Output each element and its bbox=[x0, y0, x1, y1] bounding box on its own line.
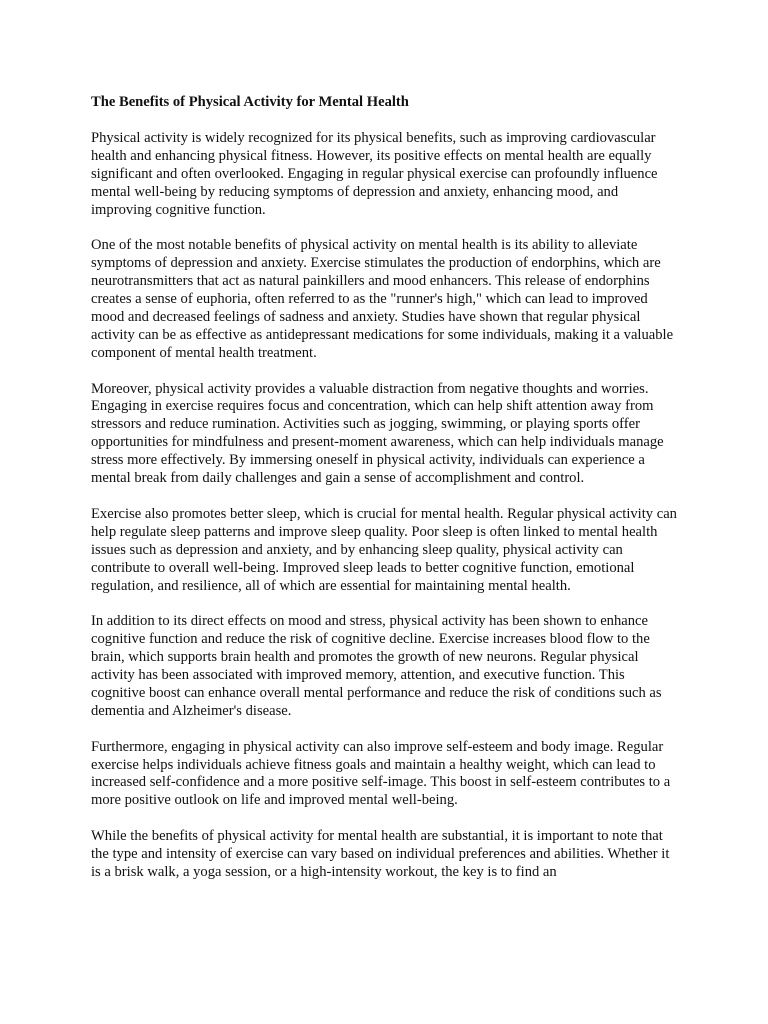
document-title: The Benefits of Physical Activity for Mental Health bbox=[91, 94, 409, 110]
paragraph-3: Moreover, physical activity provides a valuable distraction from negative thoughts and worries. Engaging in exercise requires focus and concentration, which can help shift attention away from stressors and reduce rumination. Activities such as jogging, swimming, or playing sports offer opportunities for mindfulness and present-moment awareness, which can help individuals manage stress more effectively. By immersing oneself in physical activity, individuals can experience a mental break from daily challenges and gain a sense of accomplishment and control. bbox=[91, 380, 664, 487]
paragraph-7: While the benefits of physical activity for mental health are substantial, it is important to note that the type and intensity of exercise can vary based on individual preferences and abilities. Whether it is a brisk walk, a yoga session, or a high-intensity workout, the key is to find an bbox=[91, 828, 670, 880]
paragraph-1: Physical activity is widely recognized for its physical benefits, such as improving cardiovascular health and enhancing physical fitness. However, its positive effects on mental health are equally significant and often overlooked. Engaging in regular physical exercise can profoundly influence mental well-being by reducing symptoms of depression and anxiety, enhancing mood, and improving cognitive function. bbox=[91, 129, 658, 218]
paragraph-2: One of the most notable benefits of physical activity on mental health is its ability to alleviate symptoms of depression and anxiety. Exercise stimulates the production of endorphins, which are neurotransmitters that act as natural painkillers and mood enhancers. This release of endorphins creates a sense of euphoria, often referred to as the "runner's high," which can lead to improved mood and decreased feelings of sadness and anxiety. Studies have shown that regular physical activity can be as effective as antidepressant medications for some individuals, making it a valuable component of mental health treatment. bbox=[91, 237, 674, 361]
document-body bbox=[91, 94, 681, 900]
paragraph-5: In addition to its direct effects on mood and stress, physical activity has been shown to enhance cognitive function and reduce the risk of cognitive decline. Exercise increases blood flow to the brain, which supports brain health and promotes the growth of new neurons. Regular physical activity has been associated with improved memory, attention, and executive function. This cognitive boost can enhance overall mental performance and reduce the risk of conditions such as dementia and Alzheimer's disease. bbox=[91, 613, 662, 719]
paragraph-4: Exercise also promotes better sleep, which is crucial for mental health. Regular physical activity can help regulate sleep patterns and improve sleep quality. Poor sleep is often linked to mental health issues such as depression and anxiety, and by enhancing sleep quality, physical activity can contribute to overall well-being. Improved sleep leads to better cognitive function, emotional regulation, and resilience, all of which are essential for maintaining mental health. bbox=[91, 505, 677, 594]
paragraph-6: Furthermore, engaging in physical activity can also improve self-esteem and body image. Regular exercise helps individuals achieve fitness goals and maintain a healthy weight, which can lead to increased self-confidence and a more positive self-image. This boost in self-esteem contributes to a more positive outlook on life and improved mental well-being. bbox=[91, 738, 671, 809]
